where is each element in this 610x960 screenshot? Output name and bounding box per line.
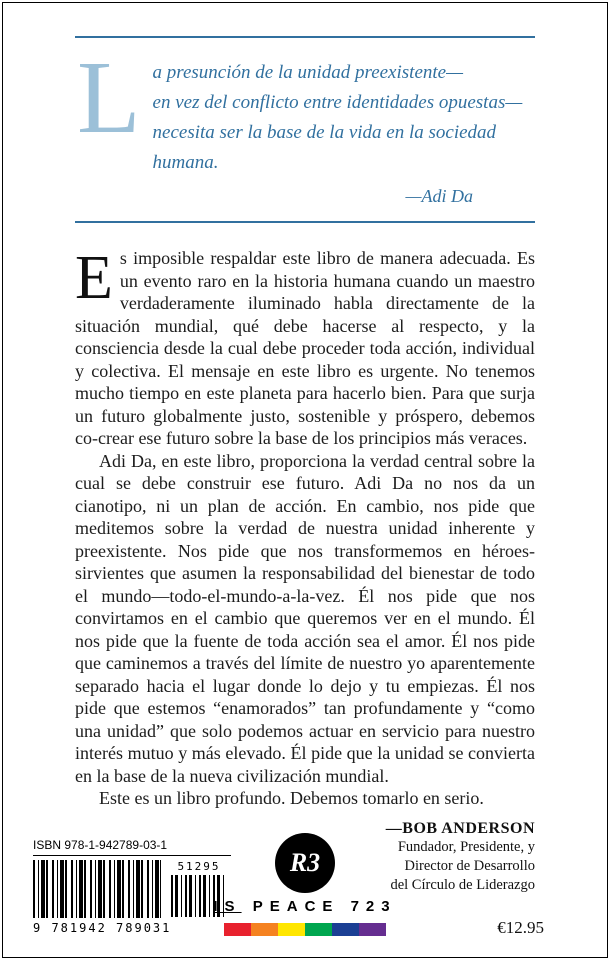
body-dropcap: E xyxy=(75,244,113,312)
addon-bars xyxy=(171,875,227,917)
ean-digits: 9 781942 789031 xyxy=(33,921,172,935)
ean-barcode xyxy=(33,860,161,918)
imprint-underlined-part: IS xyxy=(213,898,242,915)
paragraph-1 xyxy=(75,244,535,450)
reviewer-name: —BOB ANDERSON xyxy=(385,819,535,837)
cover-content xyxy=(75,36,535,895)
endorsement-quote xyxy=(75,40,535,178)
quote-dropcap: L xyxy=(77,40,141,155)
price-label: €12.95 xyxy=(497,918,544,937)
rainbow-bar xyxy=(224,923,386,936)
paragraph-1-text: s imposible respaldar este libro de manera adecuada. Es un evento raro en la historia humana cuando un maestro verdaderamente iluminado habla directamente de la situación mundial, qué debe hacerse al respecto, y la consciencia desde la cual debe proceder toda acción, individual y colectiva. El mensaje en este libro es urgente. No tenemos mucho tiempo en este planeta para hacerlo bien. Para que surja un futuro globalmente justo, sostenible y próspero, debemos co-crear ese futuro sobre la base de los principios más veraces. xyxy=(75,248,535,448)
reviewer-title: del Círculo de Liderazgo xyxy=(390,876,535,893)
isbn-label: ISBN 978-1-942789-03-1 xyxy=(33,838,231,856)
back-cover-copy xyxy=(75,244,535,810)
rainbow-segment xyxy=(359,923,386,936)
rainbow-segment xyxy=(305,923,332,936)
quote-line: necesita ser la base de la vida en la sociedad humana. xyxy=(152,122,497,173)
imprint-rest: PEACE 723 xyxy=(252,898,397,915)
rainbow-segment xyxy=(278,923,305,936)
barcode-block xyxy=(33,838,231,935)
publisher-logo: R3 xyxy=(275,833,335,893)
paragraph-2: Adi Da, en este libro, proporciona la verdad central sobre la cual se debe construir ese futuro. Adi Da no nos da un cianotipo, ni un plan de acción. En cambio, nos pide que meditemos sobre la verdad de nuestra unidad inherente y preexistente. Nos pide que nos transformemos en héroes-sirvientes que asumen la responsabilidad del bienestar de todo el mundo—todo-el-mundo-a-la-vez. Él nos pide que nos convirtamos en el cambio que queremos ver en el mundo. Él nos pide que la fuente de toda acción sea el amor. Él nos pide que caminemos a través del límite de nuestro yo aparentemente separado hacia el lugar donde lo dejo y tu empiezas. Él nos pide que estemos “enamorados” tan profundamente y “como una unidad” que solo podemos actuar en servicio para nuestro interés mutuo y más elevado. Él pide que la unidad se convierta en la base de la nueva civilización mundial. xyxy=(75,450,535,786)
quote-line: en vez del conflicto entre identidades opuestas— xyxy=(152,92,523,113)
rainbow-segment xyxy=(251,923,278,936)
price-addon-barcode xyxy=(171,860,227,917)
reviewer-title: Director de Desarrollo xyxy=(404,857,535,874)
paragraph-3: Este es un libro profundo. Debemos tomarlo en serio. xyxy=(99,788,484,808)
addon-digits: 51295 xyxy=(177,860,221,873)
top-rule xyxy=(75,36,535,38)
reviewer-title: Fundador, Presidente, y xyxy=(397,838,535,855)
second-rule xyxy=(75,221,535,223)
barcode-bars-row xyxy=(33,860,231,918)
quote-lines xyxy=(153,54,535,178)
rainbow-segment xyxy=(332,923,359,936)
quote-attribution: —Adi Da xyxy=(405,186,473,206)
quote-line: a presunción de la unidad preexistente— xyxy=(152,62,463,83)
